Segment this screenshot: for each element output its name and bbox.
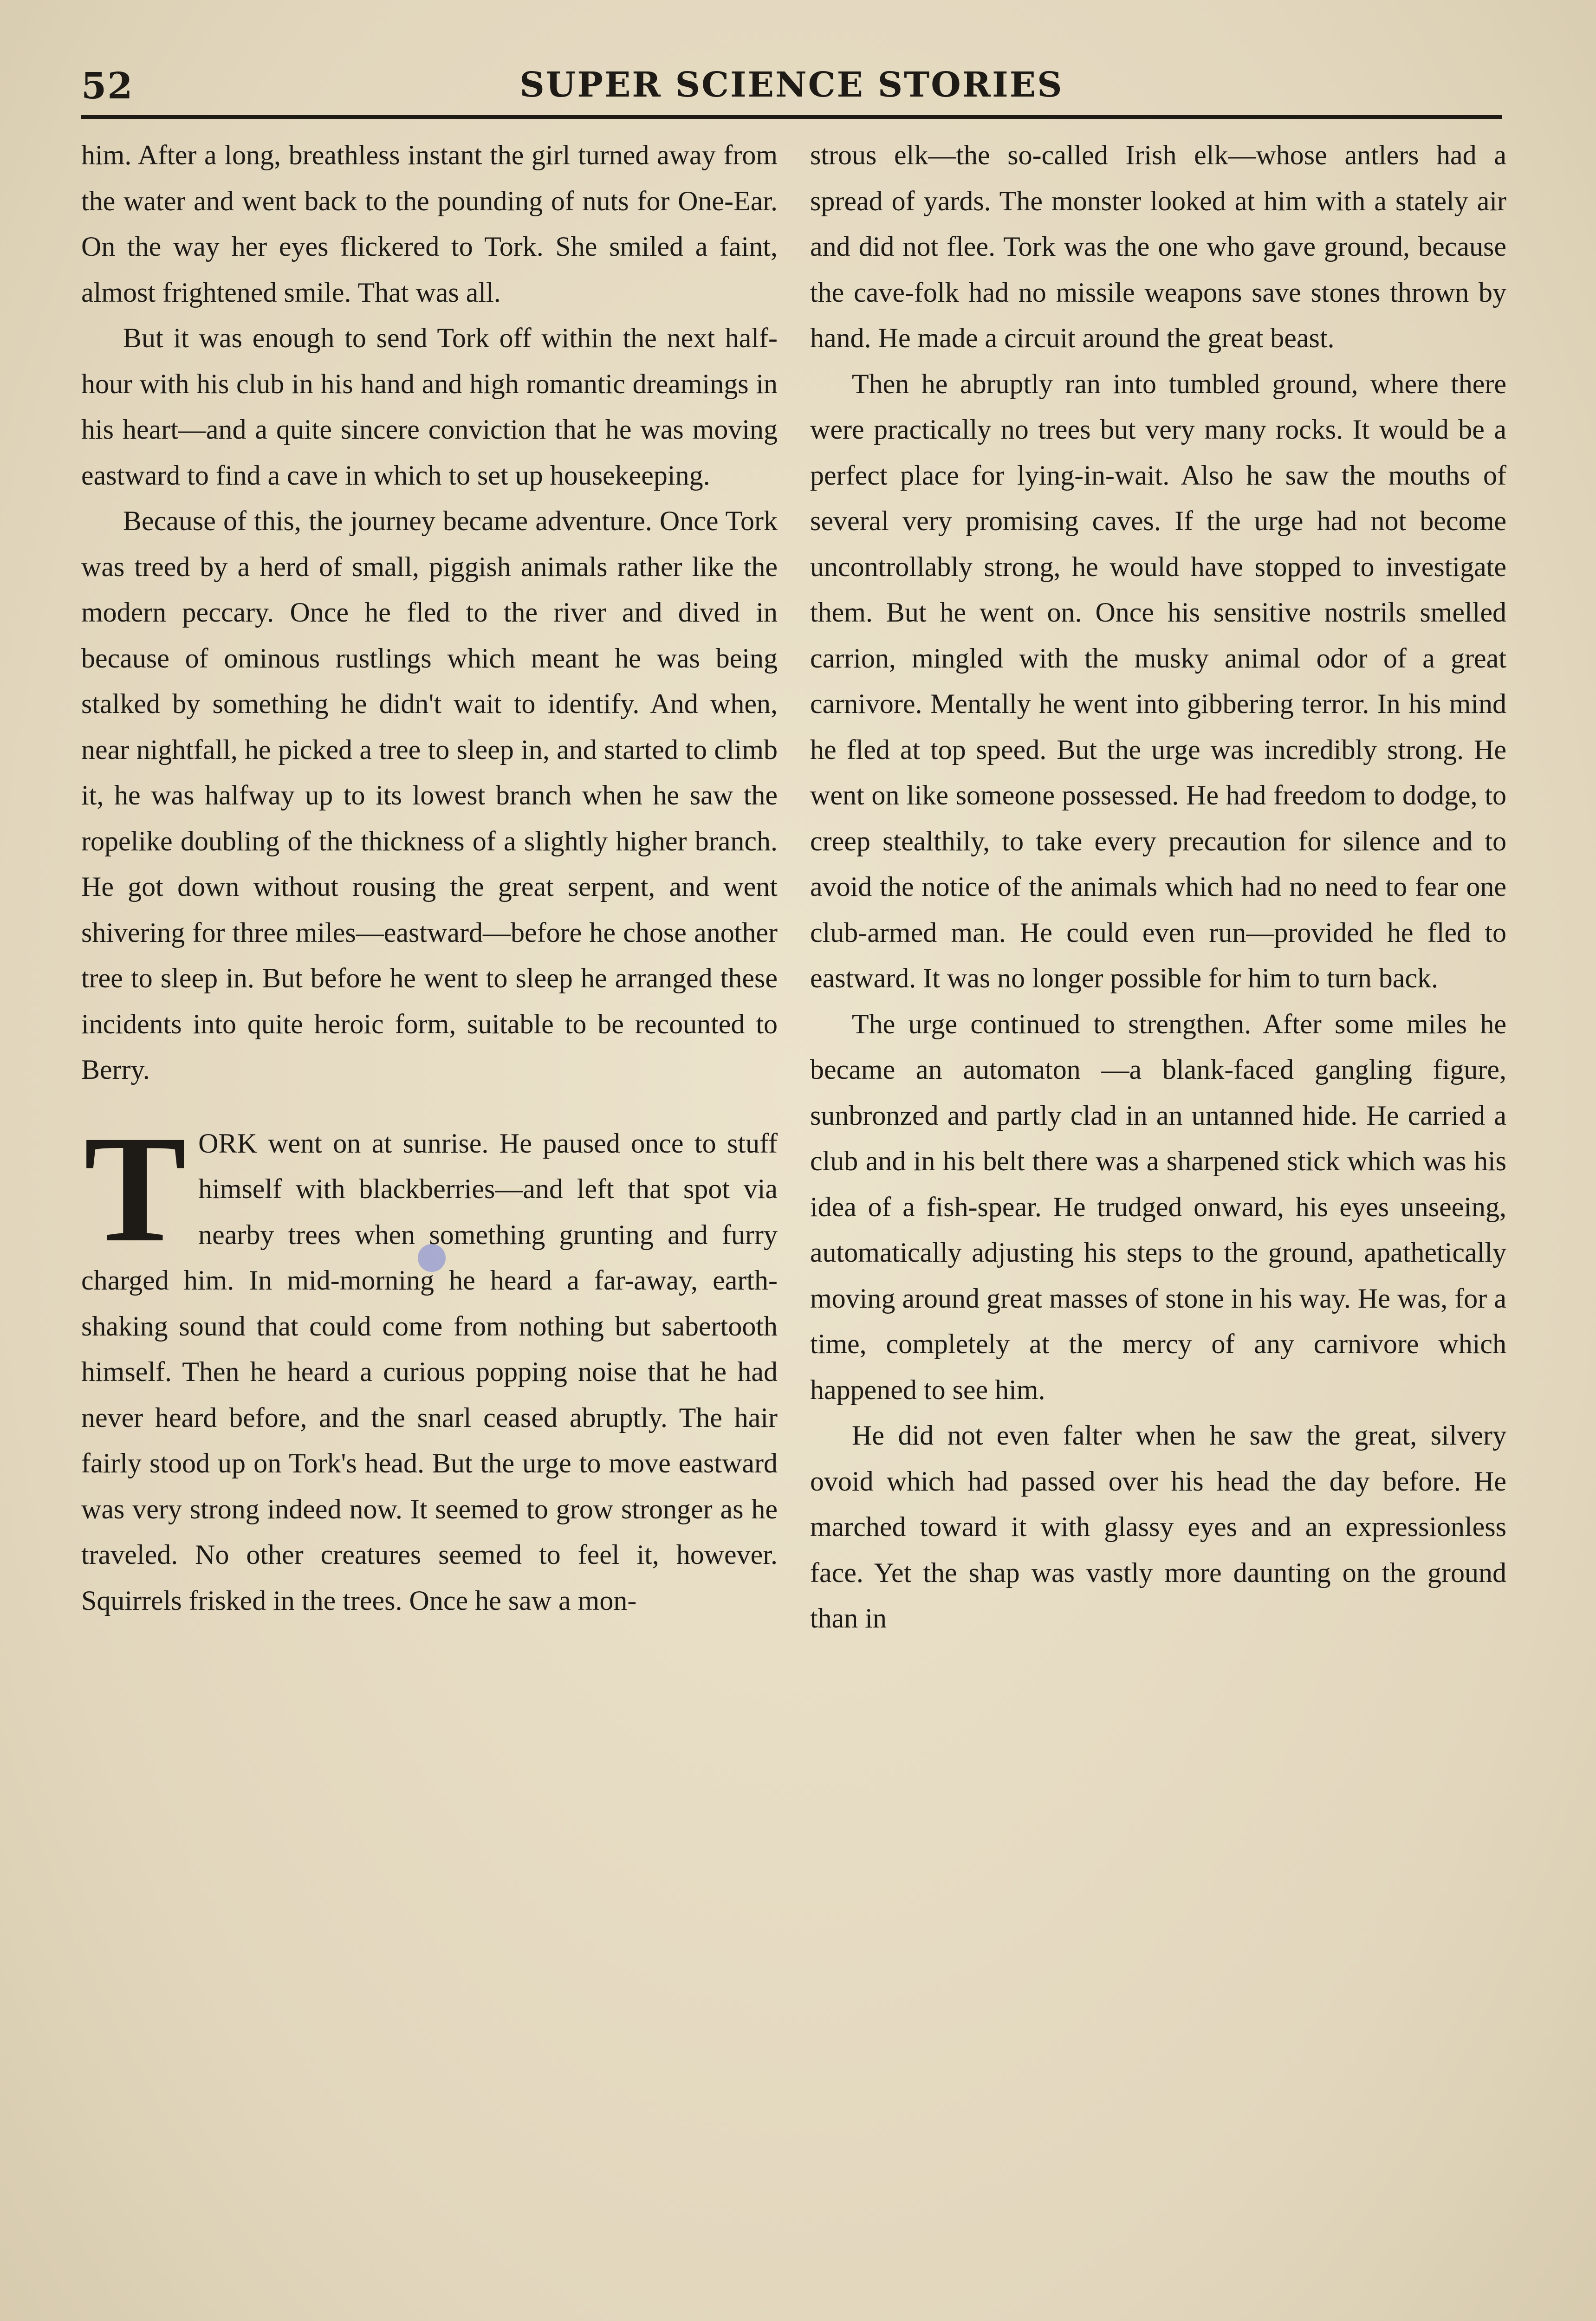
ink-stain [418,1244,446,1272]
section-paragraph [81,1104,778,1624]
paragraph: Then he abruptly ran into tumbled ground, where there were practically no trees but very many rocks. It would be a perfect place for lying-in-wait. Also he saw the mouths of several very promising caves. If the urge had not become uncontrollably strong, he would have stopped to investigate them. But he went on. Once his sensitive nostrils smelled carrion, mingled with the musky animal odor of a great carnivore. Mentally he went into gibbering terror. In his mind he fled at top speed. But the urge was incredibly strong. He went on like someone possessed. He had freedom to dodge, to creep stealthily, to take every precaution for silence and to avoid the notice of the animals which had no need to fear one club-armed man. He could even run—provided he fled to eastward. It was no longer possible for him to turn back. [810,368,1506,993]
paragraph: But it was enough to send Tork off within the next half-hour with his club in his hand and high romantic dreamings in his heart—and a quite sincere conviction that he was moving eastward to find a cave in which to set up housekeeping. [81,323,778,491]
running-title: SUPER SCIENCE STORIES [519,65,1064,105]
paragraph-text: ORK went on at sunrise. He paused once to stuff himself with blackberries—and left that spot via nearby trees when something grunting and furry charged him. In mid-morning he heard a far-away, earth-shaking sound that could come from nothing but sabertooth himself. Then he heard a curious popping noise that he had never heard before, and the snarl ceased abruptly. The hair fairly stood up on Tork's head. But the urge to move eastward was very strong indeed now. It seemed to grow stronger as he traveled. No other creatures seemed to feel it, however. Squirrels frisked in the trees. Once he saw a mon- [81,1128,778,1616]
paragraph: him. After a long, breathless instant the girl turned away from the water and went back to the pounding of nuts for One-Ear. On the way her eyes flickered to Tork. She smiled a faint, almost frightened smile. That was all. [81,140,778,308]
page-header [81,60,1502,116]
page-number: 52 [81,65,134,107]
paragraph: Because of this, the journey became adventure. Once Tork was treed by a herd of small, piggish animals rather like the modern peccary. Once he fled to the river and dived in because of ominous rustlings which meant he was being stalked by something he didn't wait to identify. And when, near nightfall, he picked a tree to sleep in, and started to climb it, he was halfway up to its lowest branch when he saw the ropelike doubling of the thickness of a slightly higher branch. He got down without rousing the great serpent, and went shivering for three miles—eastward—before he chose another tree to sleep in. But before he went to sleep he arranged these incidents into quite heroic form, suitable to be recounted to Berry. [81,506,778,1085]
paragraph: He did not even falter when he saw the great, silvery ovoid which had passed over his head the day before. He marched toward it with glassy eyes and an expressionless face. Yet the shap was vastly more daunting on the ground than in [810,1420,1506,1634]
paragraph: The urge continued to strengthen. After some miles he became an automaton —a blank-faced gangling figure, sunbronzed and partly clad in an untanned hide. He carried a club and in his belt there was a sharpened stick which was his idea of a fish-spear. He trudged onward, his eyes unseeing, automatically adjusting his steps to the ground, apathetically moving around great masses of stone in his way. He was, for a time, completely at the mercy of any carnivore which happened to see him. [810,1008,1506,1405]
paragraph: strous elk—the so-called Irish elk—whose antlers had a spread of yards. The monster looked at him with a stately air and did not flee. Tork was the one who gave ground, because the cave-folk had no missile weapons save stones thrown by hand. He made a circuit around the great beast. [810,140,1506,353]
left-column [81,132,778,2314]
right-column [810,132,1506,2314]
drop-cap: T [84,1104,187,1274]
header-rule [81,115,1502,119]
